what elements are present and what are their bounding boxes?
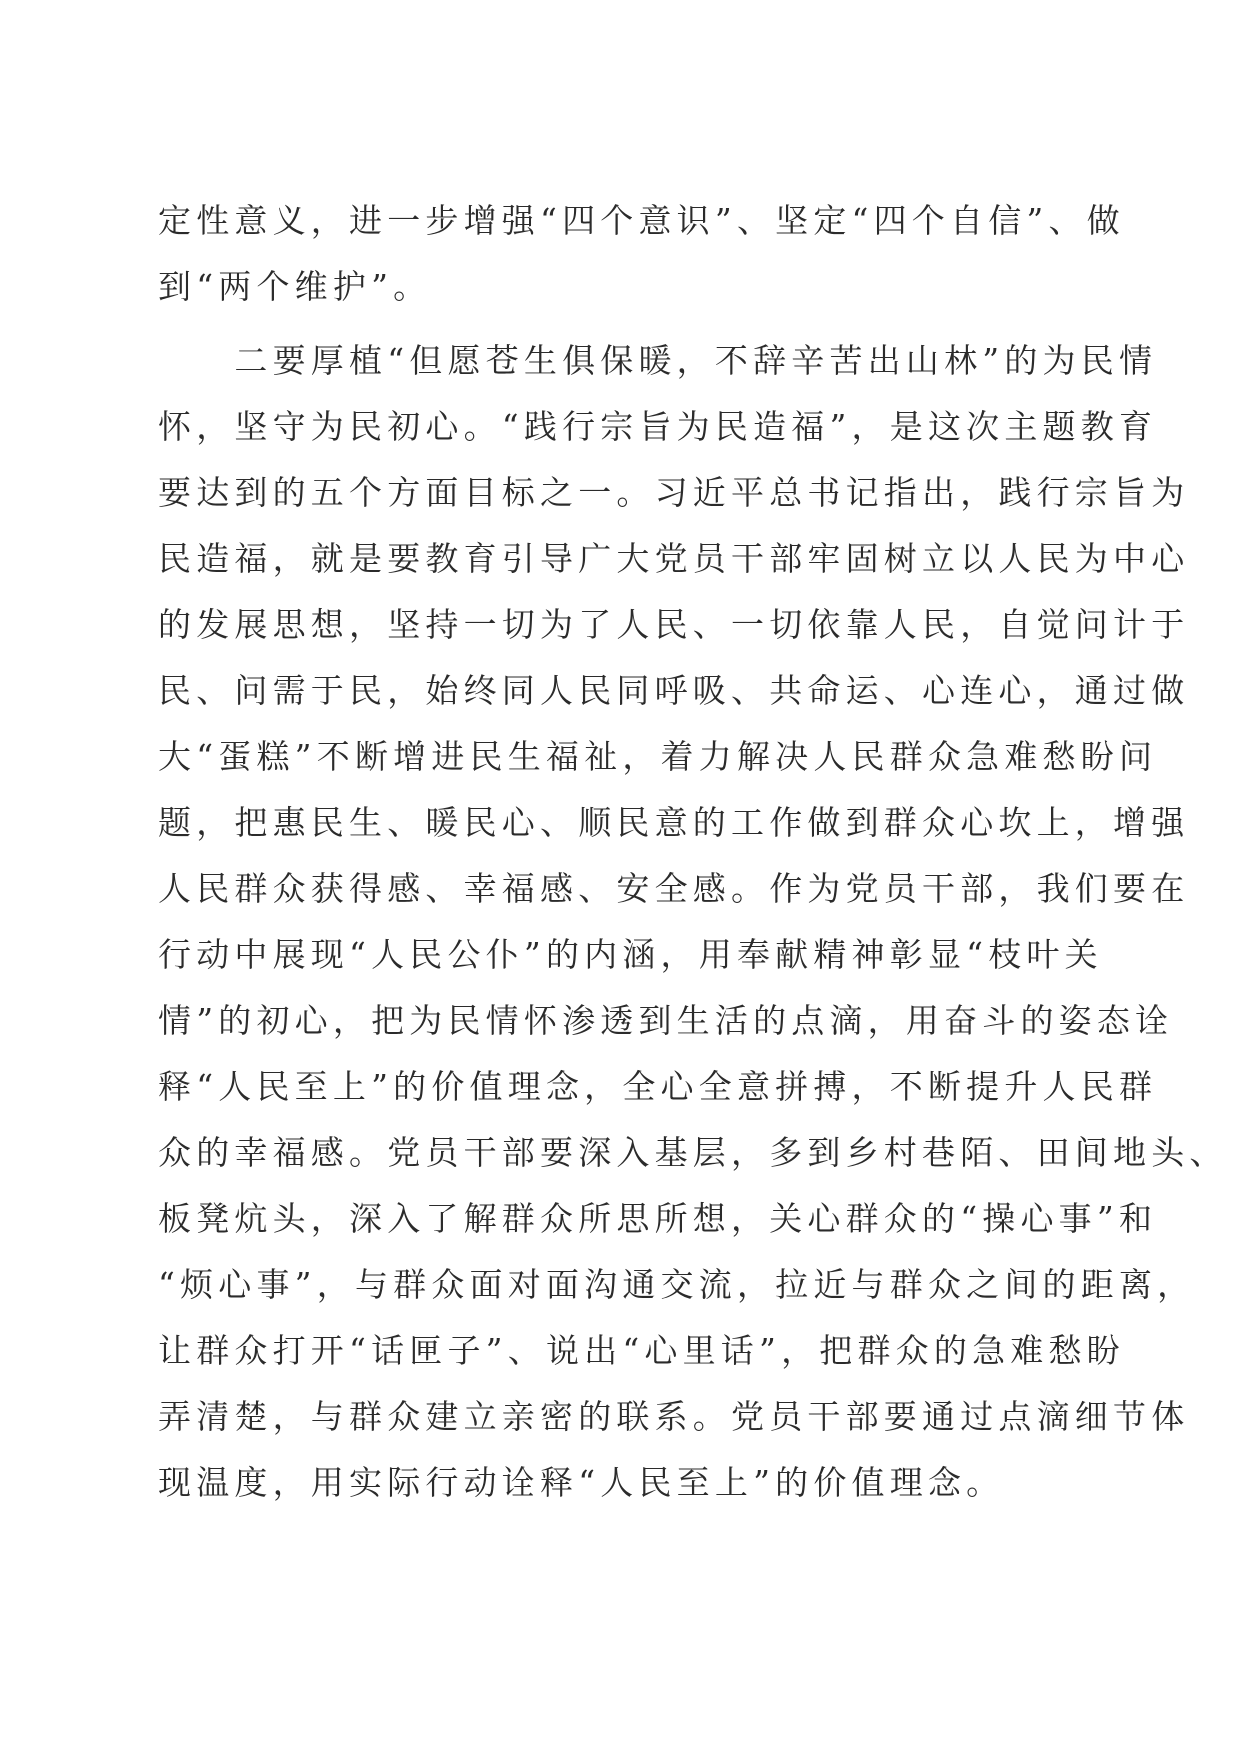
paragraph-2-line-10: 行动中展现“人民公仆”的内涵，用奉献精神彰显“枝叶关 xyxy=(158,935,1103,974)
paragraph-2-line-11: 情”的初心，把为民情怀渗透到生活的点滴，用奋斗的姿态诠 xyxy=(158,1001,1174,1040)
paragraph-2-line-1: 二要厚植“但愿苍生俱保暖，不辞辛苦出山林”的为民情 xyxy=(158,341,1158,380)
paragraph-2-line-14: 板凳炕头，深入了解群众所思所想，关心群众的“操心事”和 xyxy=(158,1199,1158,1238)
paragraph-2-line-13: 众的幸福感。党员干部要深入基层，多到乡村巷陌、田间地头、 xyxy=(158,1133,1228,1172)
paragraph-1-line-1: 定性意义，进一步增强“四个意识”、坚定“四个自信”、做 xyxy=(158,201,1125,240)
paragraph-2-line-6: 民、问需于民，始终同人民同呼吸、共命运、心连心，通过做 xyxy=(158,671,1190,710)
paragraph-2-line-12: 释“人民至上”的价值理念，全心全意拼搏，不断提升人民群 xyxy=(158,1067,1158,1106)
paragraph-2-line-18: 现温度，用实际行动诠释“人民至上”的价值理念。 xyxy=(158,1463,1005,1502)
paragraph-2-line-5: 的发展思想，坚持一切为了人民、一切依靠人民，自觉问计于 xyxy=(158,605,1190,644)
paragraph-2-line-8: 题，把惠民生、暖民心、顺民意的工作做到群众心坎上，增强 xyxy=(158,803,1190,842)
paragraph-2-line-7: 大“蛋糕”不断增进民生福祉，着力解决人民群众急难愁盼问 xyxy=(158,737,1158,776)
paragraph-2-line-16: 让群众打开“话匣子”、说出“心里话”，把群众的急难愁盼 xyxy=(158,1331,1125,1370)
paragraph-2-line-15: “烦心事”，与群众面对面沟通交流，拉近与群众之间的距离， xyxy=(158,1265,1196,1304)
paragraph-gap xyxy=(158,320,1088,328)
paragraph-2-line-4: 民造福，就是要教育引导广大党员干部牢固树立以人民为中心 xyxy=(158,539,1190,578)
document-body xyxy=(158,188,1228,1516)
paragraph-2-line-17: 弄清楚，与群众建立亲密的联系。党员干部要通过点滴细节体 xyxy=(158,1397,1190,1436)
paragraph-1-line-2: 到“两个维护”。 xyxy=(158,267,432,306)
paragraph-2-line-9: 人民群众获得感、幸福感、安全感。作为党员干部，我们要在 xyxy=(158,869,1190,908)
paragraph-2-line-3: 要达到的五个方面目标之一。习近平总书记指出，践行宗旨为 xyxy=(158,473,1190,512)
paragraph-2-line-2: 怀，坚守为民初心。“践行宗旨为民造福”，是这次主题教育 xyxy=(158,407,1158,446)
